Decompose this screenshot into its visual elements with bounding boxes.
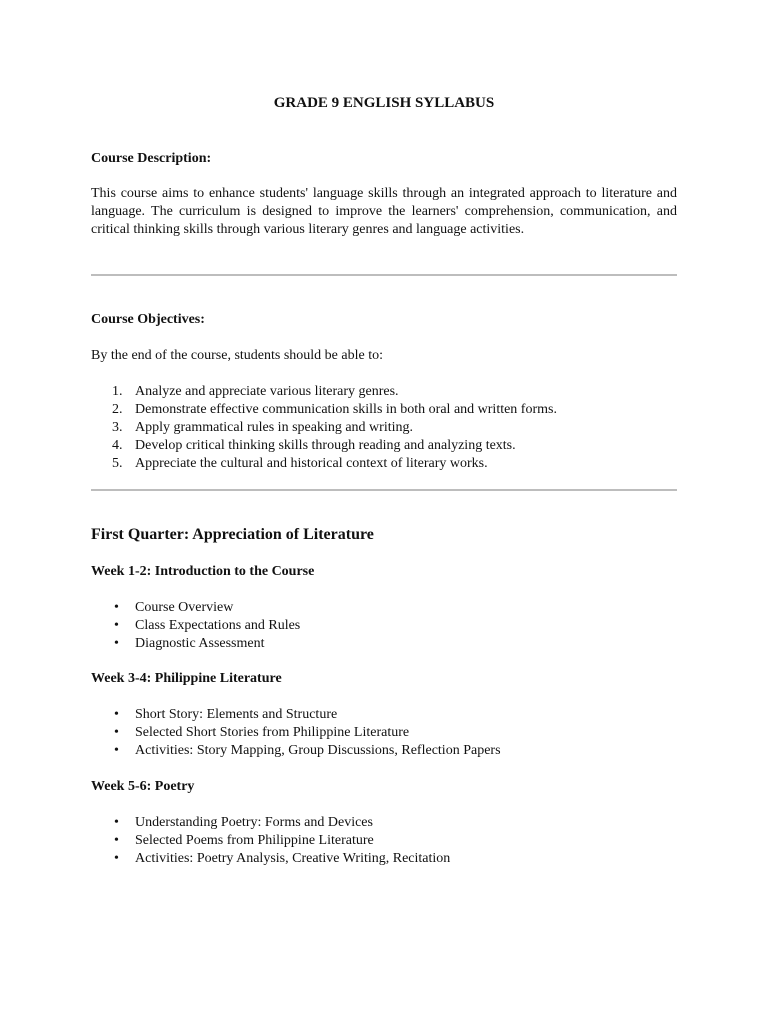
list-number: 5.	[112, 456, 123, 471]
list-item	[91, 832, 450, 850]
list-item-text: Selected Short Stories from Philippine Literature	[135, 725, 410, 740]
week-topics-list	[91, 706, 501, 760]
section-divider	[91, 489, 677, 491]
bullet-icon: •	[114, 725, 119, 740]
list-item-text: Class Expectations and Rules	[135, 618, 301, 633]
list-item	[91, 455, 557, 473]
list-item-text: Appreciate the cultural and historical context of literary works.	[135, 456, 488, 471]
week-topics-list	[91, 599, 300, 653]
course-objectives-intro: By the end of the course, students should be able to:	[91, 348, 383, 363]
list-item	[91, 437, 557, 455]
section-divider	[91, 274, 677, 276]
list-item-text: Short Story: Elements and Structure	[135, 707, 338, 722]
list-number: 4.	[112, 438, 123, 453]
bullet-icon: •	[114, 743, 119, 758]
objectives-list	[91, 383, 557, 473]
bullet-icon: •	[114, 851, 119, 866]
course-description-text: This course aims to enhance students' language skills through an integrated approach to literature and language. The curriculum is designed to improve the learners' comprehension, communication, and critical thinking skills through various literary genres and language activities.	[91, 186, 677, 237]
list-item	[91, 742, 501, 760]
list-item	[91, 383, 557, 401]
bullet-icon: •	[114, 707, 119, 722]
list-item-text: Demonstrate effective communication skills in both oral and written forms.	[135, 402, 557, 417]
list-item	[91, 850, 450, 868]
list-item-text: Selected Poems from Philippine Literature	[135, 833, 374, 848]
list-item-text: Apply grammatical rules in speaking and writing.	[135, 420, 413, 435]
list-item	[91, 724, 501, 742]
course-objectives-heading: Course Objectives:	[91, 312, 205, 327]
bullet-icon: •	[114, 636, 119, 651]
bullet-icon: •	[114, 600, 119, 615]
list-item	[91, 635, 300, 653]
list-item	[91, 419, 557, 437]
list-item-text: Course Overview	[135, 600, 234, 615]
week-topics-list	[91, 814, 450, 868]
list-item-text: Develop critical thinking skills through reading and analyzing texts.	[135, 438, 516, 453]
week-heading: Week 3-4: Philippine Literature	[91, 671, 282, 686]
list-item-text: Diagnostic Assessment	[135, 636, 265, 651]
list-number: 1.	[112, 384, 123, 399]
list-item-text: Activities: Story Mapping, Group Discussions, Reflection Papers	[135, 743, 501, 758]
course-description-heading: Course Description:	[91, 151, 212, 166]
list-item	[91, 706, 501, 724]
bullet-icon: •	[114, 833, 119, 848]
list-number: 3.	[112, 420, 123, 435]
list-number: 2.	[112, 402, 123, 417]
list-item	[91, 401, 557, 419]
bullet-icon: •	[114, 815, 119, 830]
list-item	[91, 814, 450, 832]
quarter-heading: First Quarter: Appreciation of Literature	[91, 526, 374, 543]
document-title: GRADE 9 ENGLISH SYLLABUS	[273, 95, 495, 111]
list-item-text: Activities: Poetry Analysis, Creative Writing, Recitation	[135, 851, 451, 866]
bullet-icon: •	[114, 618, 119, 633]
list-item-text: Analyze and appreciate various literary genres.	[135, 384, 399, 399]
list-item	[91, 617, 300, 635]
week-heading: Week 5-6: Poetry	[91, 779, 195, 794]
list-item-text: Understanding Poetry: Forms and Devices	[135, 815, 373, 830]
week-heading: Week 1-2: Introduction to the Course	[91, 564, 315, 579]
list-item	[91, 599, 300, 617]
